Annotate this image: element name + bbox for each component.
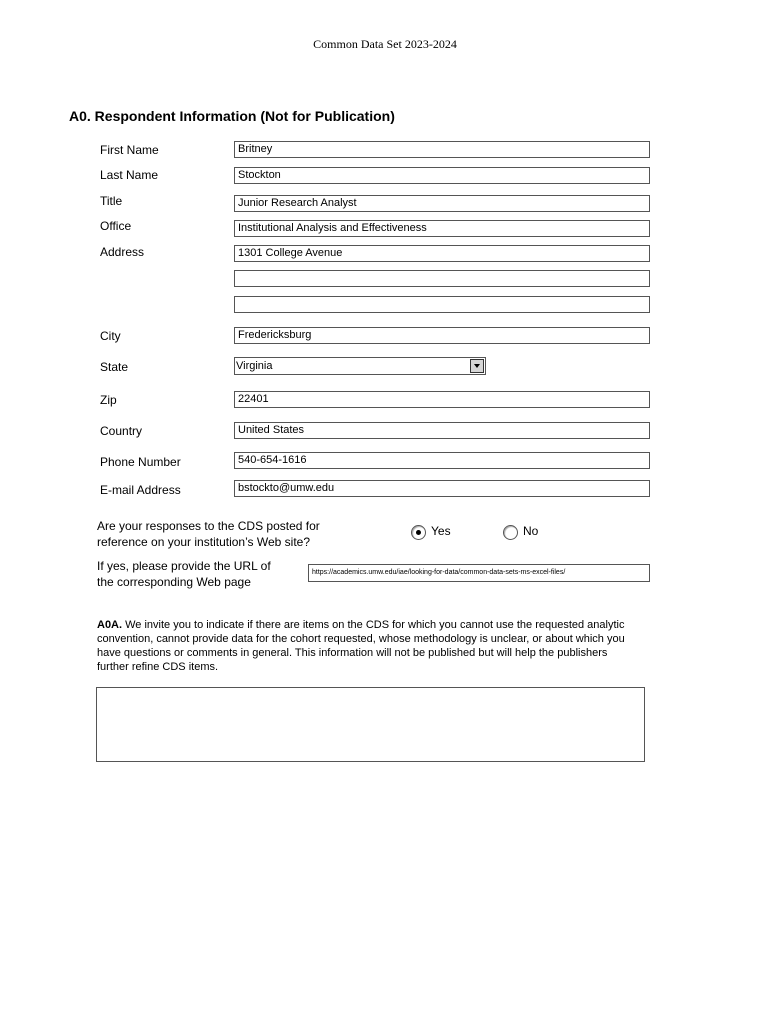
address-line1-field[interactable]: 1301 College Avenue [234,245,650,262]
a0a-paragraph [97,618,642,674]
last-name-label: Last Name [100,168,159,182]
comments-textarea[interactable] [96,687,645,762]
email-field[interactable]: bstockto@umw.edu [234,480,650,497]
city-label: City [100,329,121,343]
no-radio[interactable] [503,525,518,540]
country-field[interactable]: United States [234,422,650,439]
zip-label: Zip [100,393,117,407]
title-field[interactable]: Junior Research Analyst [234,195,650,212]
country-label: Country [100,424,143,438]
office-label: Office [100,219,132,233]
posted-question-line2: reference on your institution’s Web site? [97,535,311,549]
section-title: A0. Respondent Information (Not for Publication) [69,108,395,124]
city-field[interactable]: Fredericksburg [234,327,650,344]
chevron-down-icon[interactable] [470,359,484,373]
state-label: State [100,360,129,374]
radio-selected-dot [416,530,421,535]
no-radio-label: No [523,524,539,538]
office-field[interactable]: Institutional Analysis and Effectiveness [234,220,650,237]
posted-question-line1: Are your responses to the CDS posted for [97,519,320,533]
phone-label: Phone Number [100,455,181,469]
url-question [97,558,271,590]
address-line2-field[interactable] [234,270,650,287]
last-name-field[interactable]: Stockton [234,167,650,184]
yes-radio-label: Yes [431,524,451,538]
a0a-label: A0A. [97,619,123,631]
email-label: E-mail Address [100,483,181,497]
url-question-line2: the corresponding Web page [97,575,251,589]
first-name-field[interactable]: Britney [234,141,650,158]
first-name-label: First Name [100,143,159,157]
url-field[interactable]: https://academics.umw.edu/iae/looking-for-data/common-data-sets-ms-excel-files/ [308,564,650,582]
address-line3-field[interactable] [234,296,650,313]
a0a-text: We invite you to indicate if there are items on the CDS for which you cannot use the requested analytic convention, cannot provide data for the cohort requested, whose methodology is unclear, or about which you have questions or comments in general. This information will not be published but will help the publishers further refine CDS items. [97,619,625,673]
title-label: Title [100,194,123,208]
state-select[interactable] [234,357,486,375]
phone-field[interactable]: 540-654-1616 [234,452,650,469]
page-header: Common Data Set 2023-2024 [313,37,457,51]
zip-field[interactable]: 22401 [234,391,650,408]
state-select-value: Virginia [236,360,273,372]
posted-question [97,518,320,550]
yes-radio[interactable] [411,525,426,540]
url-question-line1: If yes, please provide the URL of [97,559,271,573]
address-label: Address [100,245,145,259]
